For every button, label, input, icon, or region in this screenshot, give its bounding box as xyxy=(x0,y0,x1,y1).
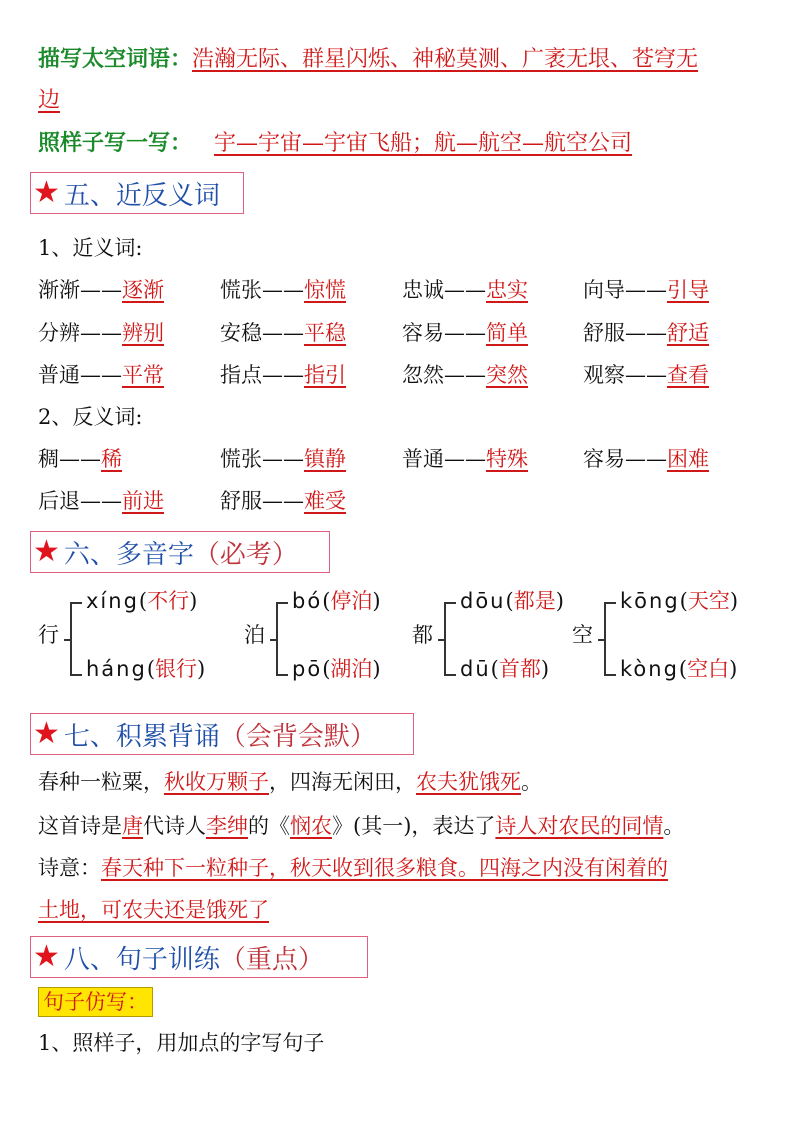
example-answer: 宇—宇宙—宇宙飞船；航—航空—航空公司 xyxy=(214,131,633,156)
word: 容易 xyxy=(402,321,444,345)
word-pair xyxy=(583,318,709,348)
example-word: 湖泊 xyxy=(330,657,373,681)
example-label: 照样子写一写： xyxy=(38,130,193,156)
pinyin-reading xyxy=(86,586,197,616)
word: 普通 xyxy=(402,447,444,471)
word: 后退 xyxy=(38,489,80,513)
section-note: （重点） xyxy=(219,944,324,975)
example-word: 不行 xyxy=(147,589,190,613)
pinyin: dōu xyxy=(460,589,506,613)
poem-text: 。 xyxy=(521,770,542,794)
info-answer: 诗人对农民的同情 xyxy=(495,814,664,838)
dash: —— xyxy=(262,363,304,387)
word: 向导 xyxy=(583,278,625,302)
word: 舒服 xyxy=(583,321,625,345)
word: 稠 xyxy=(38,447,59,471)
word-pair xyxy=(38,275,164,305)
pinyin-reading xyxy=(292,654,381,684)
dash: —— xyxy=(625,321,667,345)
answer-word: 特殊 xyxy=(486,447,528,471)
answer-word: 简单 xyxy=(486,321,528,345)
word-pair xyxy=(220,360,346,390)
word: 普通 xyxy=(38,363,80,387)
pinyin: bó xyxy=(292,589,323,613)
section-note: （必考） xyxy=(193,539,298,570)
dash: —— xyxy=(625,278,667,302)
section-title: 八、句子训练 xyxy=(63,944,220,975)
word-pair xyxy=(220,444,346,474)
pinyin: háng xyxy=(86,657,147,681)
paren: ) xyxy=(729,657,738,681)
paren: ( xyxy=(505,589,514,613)
answer-word: 引导 xyxy=(667,278,709,302)
word-pair xyxy=(220,275,346,305)
section-6-heading xyxy=(30,531,330,573)
info-text: 的《 xyxy=(248,814,290,838)
space-words-answer-cont: 边 xyxy=(38,88,61,113)
word-pair xyxy=(583,360,709,390)
dash: —— xyxy=(80,278,122,302)
paren: ) xyxy=(372,589,381,613)
dash: —— xyxy=(80,321,122,345)
info-text: 这首诗是 xyxy=(38,814,122,838)
space-words-line1 xyxy=(38,44,698,75)
pinyin-reading xyxy=(620,654,737,684)
star-icon: ★ xyxy=(33,534,60,569)
poem-answer: 秋收万颗子 xyxy=(164,770,269,794)
example-word: 天空 xyxy=(687,589,730,613)
meaning-line2 xyxy=(38,895,269,925)
dash: —— xyxy=(262,447,304,471)
star-icon: ★ xyxy=(33,175,60,210)
word-pair xyxy=(402,318,528,348)
dash: —— xyxy=(444,447,486,471)
example-line xyxy=(38,128,632,159)
word-pair xyxy=(38,444,122,474)
meaning-label: 诗意： xyxy=(38,856,101,880)
star-icon: ★ xyxy=(33,716,60,751)
word-pair xyxy=(220,318,346,348)
section-title: 七、积累背诵 xyxy=(63,721,220,752)
word-pair xyxy=(583,275,709,305)
word-pair xyxy=(38,318,164,348)
pinyin: kōng xyxy=(620,589,680,613)
polyphonic-char: 泊 xyxy=(244,623,265,647)
synonyms-title: 1、近义词: xyxy=(38,236,143,260)
brace-icon xyxy=(604,602,616,676)
answer-word: 难受 xyxy=(304,489,346,513)
info-text: 代诗人 xyxy=(143,814,206,838)
answer-word: 平稳 xyxy=(304,321,346,345)
word: 观察 xyxy=(583,363,625,387)
word-pair xyxy=(402,275,528,305)
space-words-label: 描写太空词语： xyxy=(38,46,193,72)
word-pair xyxy=(38,360,164,390)
paren: ( xyxy=(679,589,688,613)
pinyin: xíng xyxy=(86,589,139,613)
brace-icon xyxy=(276,602,288,676)
space-words-answer: 浩瀚无际、群星闪烁、神秘莫测、广袤无垠、苍穹无 xyxy=(192,47,699,72)
sentence-item-1: 1、照样子，用加点的字写句子 xyxy=(38,1031,325,1055)
dash: —— xyxy=(444,363,486,387)
poem-text: ，四海无闲田， xyxy=(269,770,416,794)
star-icon: ★ xyxy=(33,939,60,974)
word: 慌张 xyxy=(220,278,262,302)
pinyin-reading xyxy=(86,654,205,684)
polyphonic-char: 空 xyxy=(572,623,593,647)
meaning-answer: 春天种下一粒种子，秋天收到很多粮食。四海之内没有闲着的 xyxy=(101,856,668,880)
answer-word: 逐渐 xyxy=(122,278,164,302)
answer-word: 查看 xyxy=(667,363,709,387)
answer-word: 忠实 xyxy=(486,278,528,302)
answer-word: 惊慌 xyxy=(304,278,346,302)
pinyin-reading xyxy=(292,586,381,616)
word: 渐渐 xyxy=(38,278,80,302)
section-title: 五、近反义词 xyxy=(63,180,220,211)
word-pair xyxy=(220,486,346,516)
polyphonic-char: 行 xyxy=(38,623,59,647)
paren: ) xyxy=(372,657,381,681)
word: 指点 xyxy=(220,363,262,387)
word: 慌张 xyxy=(220,447,262,471)
meaning-line1 xyxy=(38,853,668,883)
paren: ( xyxy=(678,657,688,681)
brace-icon xyxy=(444,602,456,676)
paren: ) xyxy=(197,657,206,681)
dash: —— xyxy=(444,321,486,345)
section-7-heading xyxy=(30,713,414,755)
dash: —— xyxy=(444,278,486,302)
paren: ( xyxy=(146,657,156,681)
poem-info-line xyxy=(38,811,684,841)
dash: —— xyxy=(80,489,122,513)
example-word: 首都 xyxy=(498,657,541,681)
highlight-label-wrap xyxy=(38,987,153,1017)
poem-text: 春种一粒粟， xyxy=(38,770,164,794)
pinyin: kòng xyxy=(620,657,679,681)
word: 舒服 xyxy=(220,489,262,513)
word-pair xyxy=(583,444,709,474)
info-answer: 李绅 xyxy=(206,814,248,838)
answer-word: 辨别 xyxy=(122,321,164,345)
paren: ( xyxy=(490,657,499,681)
paren: ) xyxy=(540,657,550,681)
brace-icon xyxy=(70,602,82,676)
dash: —— xyxy=(59,447,101,471)
polyphonic-char: 都 xyxy=(412,623,433,647)
paren: ( xyxy=(138,589,148,613)
dash: —— xyxy=(262,278,304,302)
paren: ) xyxy=(729,589,739,613)
word-pair xyxy=(38,486,164,516)
space-words-line2 xyxy=(38,86,60,116)
section-title: 六、多音字 xyxy=(63,539,194,570)
pinyin: dū xyxy=(460,657,491,681)
pinyin: pō xyxy=(292,657,323,681)
poem-line xyxy=(38,767,542,797)
paren: ( xyxy=(322,657,331,681)
answer-word: 困难 xyxy=(667,447,709,471)
dash: —— xyxy=(262,489,304,513)
pinyin-reading xyxy=(460,586,564,616)
word: 分辨 xyxy=(38,321,80,345)
dash: —— xyxy=(625,447,667,471)
dash: —— xyxy=(625,363,667,387)
answer-word: 镇静 xyxy=(304,447,346,471)
info-text: 。 xyxy=(663,814,685,838)
word-pair xyxy=(402,360,528,390)
highlight-label: 句子仿写： xyxy=(38,987,153,1017)
dash: —— xyxy=(80,363,122,387)
paren: ( xyxy=(322,589,331,613)
info-answer: 悯农 xyxy=(290,814,332,838)
answer-word: 前进 xyxy=(122,489,164,513)
dash: —— xyxy=(262,321,304,345)
poem-answer: 农夫犹饿死 xyxy=(416,770,521,794)
word: 容易 xyxy=(583,447,625,471)
example-word: 空白 xyxy=(687,657,730,681)
answer-word: 舒适 xyxy=(667,321,709,345)
section-8-heading xyxy=(30,936,368,978)
answer-word: 稀 xyxy=(101,447,122,471)
pinyin-reading xyxy=(460,654,549,684)
answer-word: 平常 xyxy=(122,363,164,387)
word-pair xyxy=(402,444,528,474)
paren: ) xyxy=(189,589,198,613)
info-text: 》(其一)，表达了 xyxy=(332,814,496,838)
info-answer: 唐 xyxy=(122,814,143,838)
word: 忽然 xyxy=(402,363,444,387)
word: 忠诚 xyxy=(402,278,444,302)
section-5-heading xyxy=(30,172,244,214)
example-word: 停泊 xyxy=(330,589,373,613)
meaning-answer-cont: 土地，可农夫还是饿死了 xyxy=(38,898,269,922)
answer-word: 突然 xyxy=(486,363,528,387)
word: 安稳 xyxy=(220,321,262,345)
paren: ) xyxy=(555,589,564,613)
example-word: 都是 xyxy=(513,589,556,613)
section-note: （会背会默） xyxy=(219,721,376,752)
antonyms-title: 2、反义词: xyxy=(38,405,143,429)
example-word: 银行 xyxy=(155,657,198,681)
pinyin-reading xyxy=(620,586,738,616)
answer-word: 指引 xyxy=(304,363,346,387)
